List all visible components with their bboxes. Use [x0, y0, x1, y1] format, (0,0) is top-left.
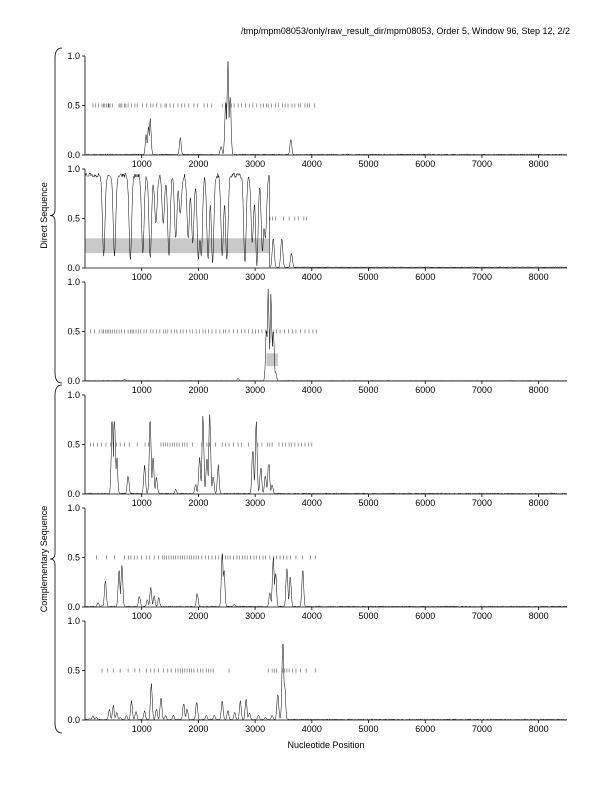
y-tick-label: 0.0	[67, 150, 80, 160]
y-tick-label: 0.0	[67, 263, 80, 273]
x-tick-label: 7000	[471, 159, 492, 169]
x-tick-label: 3000	[245, 385, 266, 395]
x-tick-label: 3000	[245, 611, 266, 621]
x-tick-label: 1000	[131, 385, 152, 395]
series-line	[85, 289, 567, 381]
group-bracket	[50, 48, 62, 383]
group-labels	[39, 182, 49, 612]
x-tick-label: 4000	[301, 498, 322, 508]
y-tick-label: 0.5	[67, 213, 80, 224]
x-tick-label: 7000	[471, 611, 492, 621]
y-tick-label: 1.0	[67, 390, 80, 400]
panel-direct-frame-1	[67, 51, 567, 169]
x-tick-label: 8000	[528, 611, 549, 621]
x-tick-label: 5000	[358, 724, 379, 734]
y-tick-label: 0.0	[67, 376, 80, 386]
y-tick-label: 0.0	[67, 715, 80, 725]
highlight-region	[85, 238, 269, 253]
x-tick-label: 7000	[471, 272, 492, 282]
x-tick-label: 4000	[301, 159, 322, 169]
panel-complementary-frame-3	[67, 616, 567, 734]
series-line	[85, 644, 567, 720]
x-tick-label: 6000	[415, 159, 436, 169]
group-label-complementary: Complementary Sequence	[39, 505, 49, 613]
x-tick-label: 8000	[528, 498, 549, 508]
x-tick-label: 3000	[245, 159, 266, 169]
group-label-direct: Direct Sequence	[39, 182, 49, 249]
highlight-region	[266, 353, 277, 366]
x-tick-label: 8000	[528, 385, 549, 395]
y-tick-label: 0.0	[67, 602, 80, 612]
x-tick-label: 5000	[358, 498, 379, 508]
series-line	[85, 414, 567, 494]
x-tick-label: 8000	[528, 272, 549, 282]
x-axis-label: Nucleotide Position	[287, 740, 365, 750]
y-tick-label: 1.0	[67, 51, 80, 61]
y-tick-label: 1.0	[67, 503, 80, 513]
x-tick-label: 2000	[188, 611, 209, 621]
x-tick-label: 3000	[245, 272, 266, 282]
y-tick-label: 0.5	[67, 326, 80, 337]
x-tick-label: 2000	[188, 159, 209, 169]
x-tick-label: 7000	[471, 385, 492, 395]
x-tick-label: 5000	[358, 272, 379, 282]
x-tick-label: 2000	[188, 385, 209, 395]
group-bracket	[50, 385, 62, 733]
x-tick-label: 2000	[188, 272, 209, 282]
x-tick-label: 1000	[131, 611, 152, 621]
x-tick-label: 4000	[301, 272, 322, 282]
x-tick-label: 2000	[188, 724, 209, 734]
y-tick-label: 1.0	[67, 277, 80, 287]
y-tick-label: 0.5	[67, 439, 80, 450]
x-tick-label: 6000	[415, 272, 436, 282]
panel-complementary-frame-2	[67, 503, 567, 621]
y-tick-label: 1.0	[67, 164, 80, 174]
x-tick-label: 7000	[471, 498, 492, 508]
series-line	[85, 554, 567, 607]
series-line	[85, 61, 567, 155]
x-tick-label: 1000	[131, 272, 152, 282]
x-tick-label: 1000	[131, 498, 152, 508]
x-tick-label: 6000	[415, 498, 436, 508]
x-tick-label: 4000	[301, 611, 322, 621]
x-tick-label: 1000	[131, 724, 152, 734]
x-tick-label: 8000	[528, 159, 549, 169]
y-tick-label: 0.5	[67, 665, 80, 676]
panel-complementary-frame-1	[67, 390, 567, 508]
x-tick-label: 5000	[358, 385, 379, 395]
panel-direct-frame-3	[67, 277, 567, 395]
x-tick-label: 3000	[245, 724, 266, 734]
y-tick-label: 0.0	[67, 489, 80, 499]
x-tick-label: 3000	[245, 498, 266, 508]
x-tick-label: 6000	[415, 385, 436, 395]
group-brackets	[50, 48, 62, 733]
panel-direct-frame-2	[67, 164, 567, 282]
panels	[67, 51, 567, 734]
x-tick-label: 4000	[301, 724, 322, 734]
y-tick-label: 0.5	[67, 552, 80, 563]
series-line	[85, 173, 567, 268]
x-tick-label: 8000	[528, 724, 549, 734]
x-tick-label: 5000	[358, 159, 379, 169]
figure-title: /tmp/mpm08053/only/raw_result_dir/mpm08053, Order 5, Window 96, Step 12, 2/2	[240, 26, 570, 36]
y-tick-label: 0.5	[67, 100, 80, 111]
x-tick-label: 7000	[471, 724, 492, 734]
x-tick-label: 6000	[415, 611, 436, 621]
y-tick-label: 1.0	[67, 616, 80, 626]
x-tick-label: 6000	[415, 724, 436, 734]
x-tick-label: 4000	[301, 385, 322, 395]
x-tick-label: 5000	[358, 611, 379, 621]
x-tick-label: 2000	[188, 498, 209, 508]
x-tick-label: 1000	[131, 159, 152, 169]
